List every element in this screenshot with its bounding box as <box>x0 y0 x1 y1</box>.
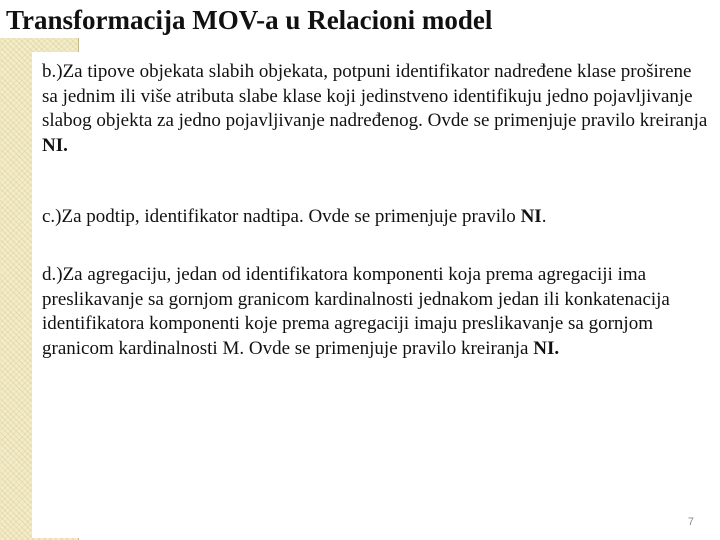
content-panel <box>32 52 712 538</box>
page-number: 7 <box>687 516 694 528</box>
rule-name: NI <box>520 206 542 227</box>
slide-title: Transformacija MOV-a u Relacioni model <box>6 5 493 35</box>
paragraph-d <box>42 263 710 361</box>
paragraph-end: . <box>554 337 560 359</box>
rule-name: NI <box>533 337 555 359</box>
paragraph-end: . <box>63 134 68 156</box>
paragraph-text: b.)Za tipove objekata slabih objekata, potpuni identifikator nadređene klase proširene sa jednim ili više atributa slabe klase koji jedinstveno identifikuju jedno pojavljivanje slabog objekta za jedno pojavljivanje nadređenog. Ovde se primenjuje pravilo kreiranja <box>42 61 708 131</box>
paragraph-c <box>42 205 710 230</box>
paragraph-text: c.)Za podtip, identifikator nadtipa. Ovde se primenjuje pravilo <box>42 206 521 227</box>
paragraph-text: d.)Za agregaciju, jedan od identifikatora komponenti koja prema agregaciji ima preslikavanje sa gornjom granicom kardinalnosti jednakom jedan ili konkatenacija identifikatora komponenti koje prema agregaciji imaju preslikavanje sa gornjom granicom kardinalnosti M. Ovde se primenjuje pravilo kreiranja <box>42 264 670 359</box>
rule-name: NI <box>42 134 64 156</box>
paragraph-end: . <box>541 206 547 227</box>
paragraph-b <box>42 60 710 158</box>
